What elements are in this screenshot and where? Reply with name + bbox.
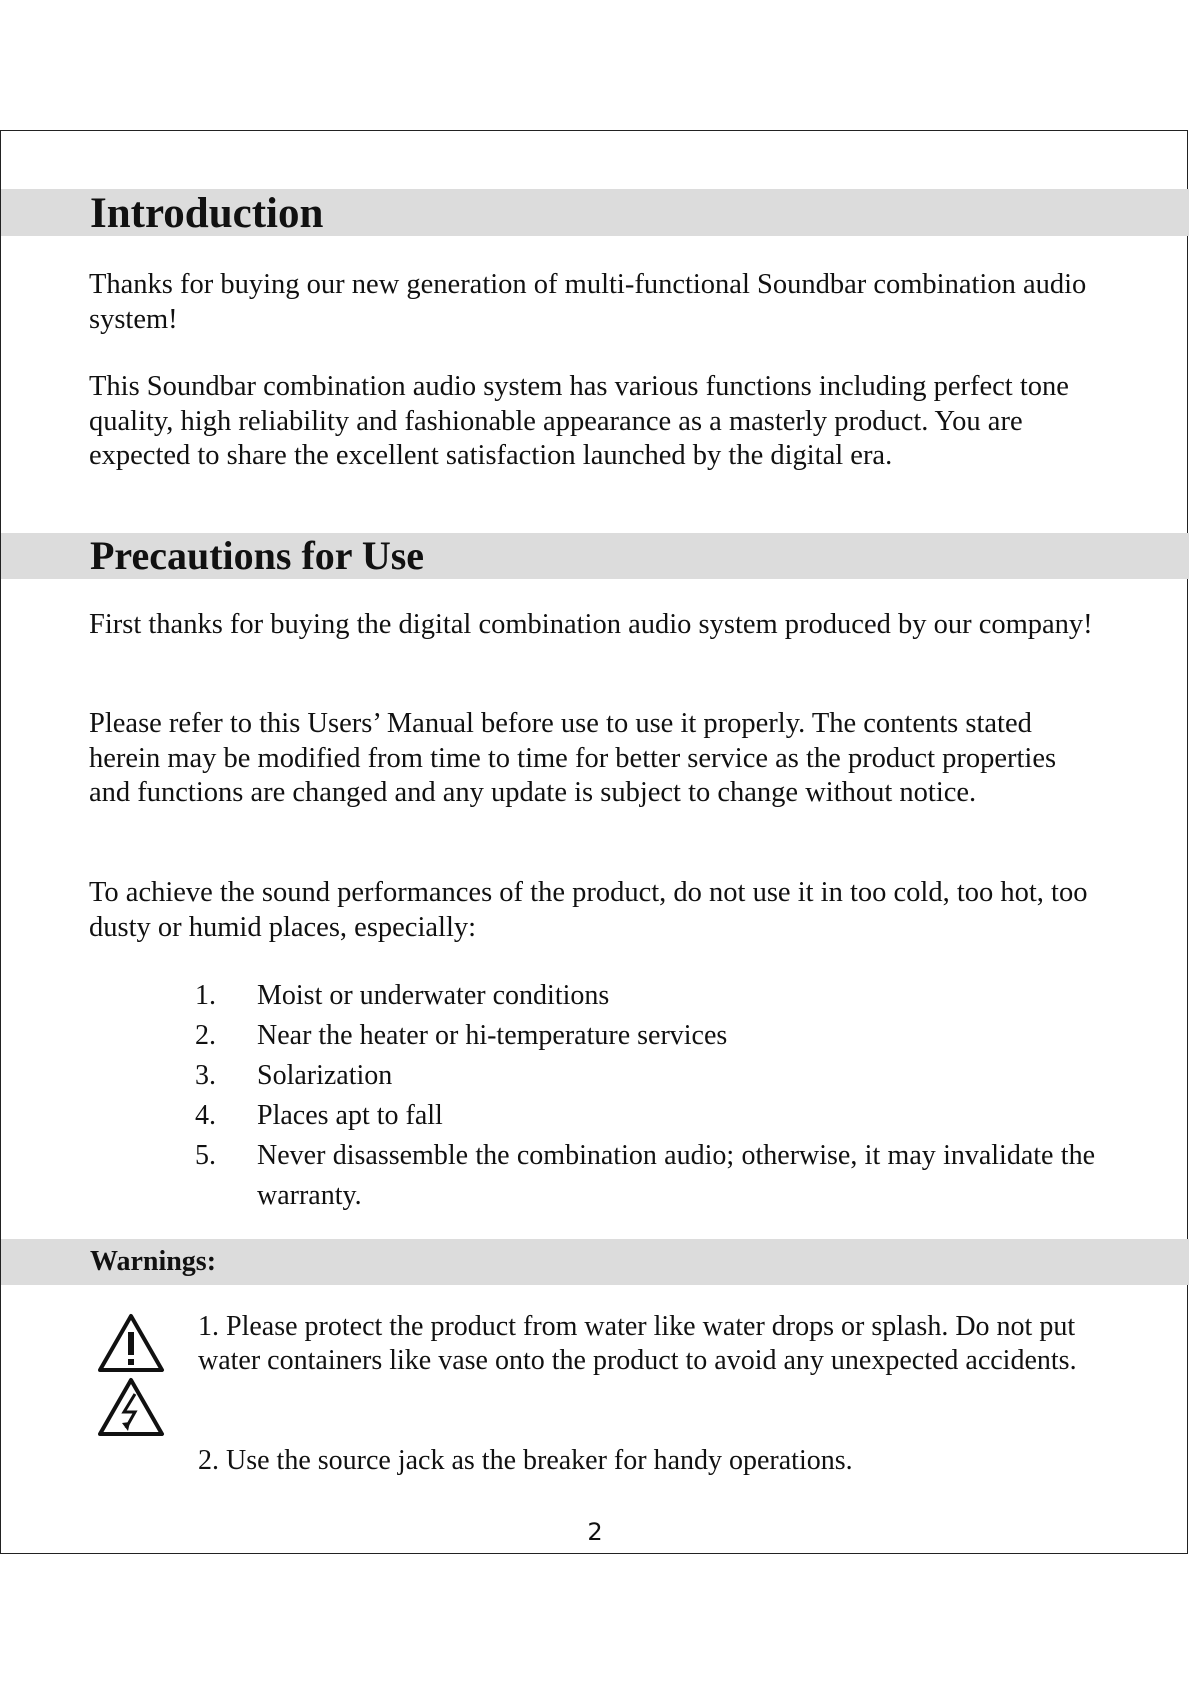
list-item-number: 5. (195, 1140, 216, 1171)
precautions-title: Precautions for Use (90, 533, 425, 578)
list-item (195, 976, 1095, 1016)
precautions-heading-band (1, 533, 1189, 579)
exclamation-warning-icon (97, 1312, 165, 1374)
electric-shock-warning-icon (97, 1376, 165, 1438)
list-item-text: Near the heater or hi-temperature services (257, 1020, 728, 1051)
list-item-text: Solarization (257, 1060, 393, 1091)
list-item (195, 1056, 1095, 1096)
list-item-text: Moist or underwater conditions (257, 980, 610, 1011)
precautions-paragraph-2: Please refer to this Users’ Manual before use to use it properly. The contents stated herein may be modified from time to time for better service as the product properties and functions are changed and any update is subject to change without notice. (89, 708, 1057, 808)
warnings-heading-band (1, 1239, 1189, 1285)
list-item-text: Places apt to fall (257, 1100, 443, 1131)
list-item-text: Never disassemble the combination audio; otherwise, it may invalidate the warranty. (257, 1140, 1095, 1211)
introduction-paragraph-1: Thanks for buying our new generation of multi-functional Soundbar combination audio system! (89, 269, 1087, 335)
list-item (195, 1136, 1095, 1216)
list-item (195, 1016, 1095, 1056)
warning-item-1: 1. Please protect the product from water like water drops or splash. Do not put water containers like vase onto the product to avoid any unexpected accidents. (198, 1311, 1077, 1376)
list-item (195, 1096, 1095, 1136)
list-item-number: 1. (195, 980, 216, 1011)
precautions-paragraph-3: To achieve the sound performances of the product, do not use it in too cold, too hot, too dusty or humid places, especially: (89, 877, 1088, 943)
list-item-number: 4. (195, 1100, 216, 1131)
precautions-paragraph-1: First thanks for buying the digital combination audio system produced by our company! (89, 609, 1093, 640)
introduction-heading-band (1, 189, 1189, 236)
warning-item-2: 2. Use the source jack as the breaker for handy operations. (198, 1445, 853, 1476)
warnings-title: Warnings: (90, 1246, 217, 1277)
page-number: 2 (587, 1518, 603, 1546)
introduction-title: Introduction (90, 190, 324, 237)
precautions-list (195, 976, 1095, 1216)
introduction-paragraph-2: This Soundbar combination audio system has various functions including perfect tone quality, high reliability and fashionable appearance as a masterly product. You are expected to share the excellent satisfaction launched by the digital era. (89, 371, 1069, 471)
list-item-number: 2. (195, 1020, 216, 1051)
list-item-number: 3. (195, 1060, 216, 1091)
